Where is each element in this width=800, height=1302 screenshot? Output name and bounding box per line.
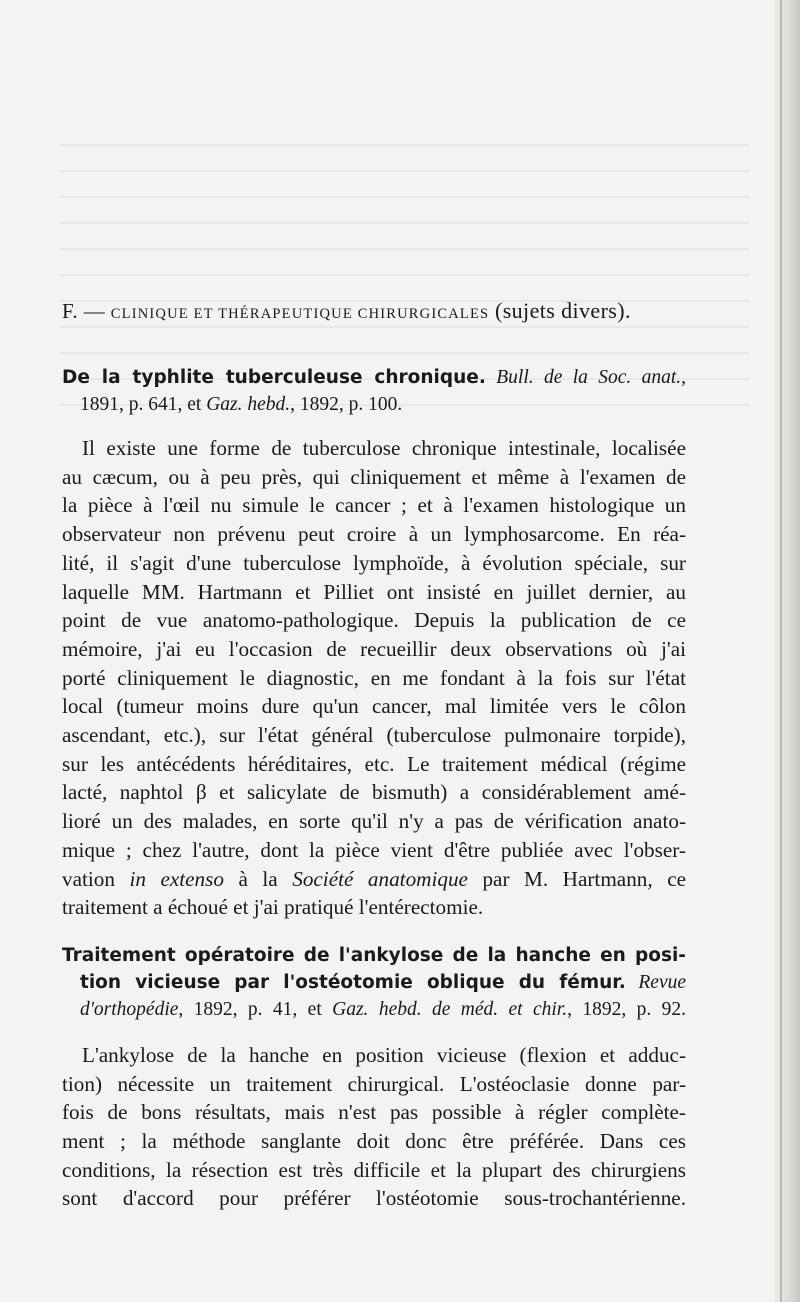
article-1-ref-text: 1891, p. 641, et (80, 394, 207, 415)
article-2-title-line-1: Traitement opératoire de l'ankylose de la hanche en posi- (62, 944, 686, 966)
text-line: traitement a échoué et j'ai pratiqué l'entérectomie. (62, 895, 484, 920)
text-line: laquelle MM. Hartmann et Pilliet ont insisté en juillet dernier, au (62, 579, 686, 604)
page-content (62, 298, 686, 1213)
text-run: vation (62, 866, 130, 891)
text-line: porté cliniquement le diagnostic, en me fondant à la fois sur l'état (62, 665, 686, 690)
text-line: point de vue anatomo-pathologique. Depuis la publication de ce (62, 608, 686, 633)
page-edge-line (780, 0, 782, 1302)
article-2-ref-text: , 1892, p. 41, et (178, 998, 333, 1020)
article-1-ref-text-2: , 1892, p. 100. (290, 394, 403, 415)
text-line: local (tumeur moins dure qu'un cancer, mal limitée vers le côlon (62, 694, 686, 719)
article-2-ref-line-2 (62, 969, 686, 996)
text-line: conditions, la résection est très difficile et la plupart des chirurgiens (62, 1157, 686, 1182)
text-line: observateur non prévenu peut croire à un lymphosarcome. En réa- (62, 522, 686, 547)
text-line: lacté, naphtol β et salicylate de bismuth) a considérablement amé- (62, 780, 686, 805)
section-title: CLINIQUE ET THÉRAPEUTIQUE CHIRURGICALES (110, 306, 490, 322)
article-2-ref-text-2: , 1892, p. 92. (567, 998, 686, 1020)
text-line: tion) nécessite un traitement chirurgical. L'ostéoclasie donne par- (62, 1071, 686, 1096)
article-1-ref-line-1 (62, 364, 686, 391)
article-1-reference (62, 364, 686, 418)
text-line: au cæcum, ou à peu près, qui cliniquement et même à l'examen de (62, 464, 686, 489)
italic-run: in extenso (129, 866, 224, 891)
text-line: sur les antécédents héréditaires, etc. Le traitement médical (régime (62, 751, 686, 776)
article-1-journal: Bull. de la Soc. anat., (496, 367, 686, 388)
text-line: mémoire, j'ai eu l'occasion de recueillir deux observations où j'ai (62, 636, 686, 661)
article-2-journal-2: Gaz. hebd. de méd. et chir. (332, 998, 568, 1020)
text-line (62, 865, 686, 894)
text-line: la pièce à l'œil nu simule le cancer ; et à l'examen histologique un (62, 493, 686, 518)
page-edge (774, 0, 800, 1302)
article-2-body (62, 1041, 686, 1213)
section-heading (62, 298, 686, 324)
text-line: Il existe une forme de tuberculose chronique intestinale, localisée (82, 436, 686, 460)
text-line: ment ; la méthode sanglante doit donc être préférée. Dans ces (62, 1129, 686, 1154)
text-line: L'ankylose de la hanche en position vicieuse (flexion et adduc- (82, 1042, 686, 1067)
section-subtitle: (sujets divers). (494, 298, 631, 323)
article-1-body (62, 434, 686, 922)
text-line: lioré un des malades, en sorte qu'il n'y a pas de vérification anato- (62, 809, 686, 834)
article-2-ref-line-3 (62, 996, 686, 1023)
text-line: ascendant, etc.), sur l'état général (tuberculose pulmonaire torpide), (62, 723, 686, 748)
article-1-ref-line-2 (62, 391, 686, 418)
text-run: à la (224, 866, 293, 891)
article-2-journal: Revue (638, 971, 687, 993)
section-letter: F. — (62, 299, 106, 323)
text-line: lité, il s'agit d'une tuberculose lymphoïde, à évolution spéciale, sur (62, 550, 686, 575)
text-run: par M. Hartmann, ce (467, 866, 686, 891)
text-line: fois de bons résultats, mais n'est pas possible à régler complète- (62, 1100, 686, 1125)
article-1-journal-2: Gaz. hebd. (206, 394, 291, 415)
article-1-title: De la typhlite tuberculeuse chronique. (62, 367, 486, 388)
italic-run: Société anatomique (292, 866, 468, 891)
article-2-ref-line-1 (62, 942, 686, 969)
article-2-title-line-2: tion vicieuse par l'ostéotomie oblique du fémur. (80, 971, 626, 993)
text-line: mique ; chez l'autre, dont la pièce vient d'être publiée avec l'obser- (62, 837, 686, 862)
article-2-journal-cont: d'orthopédie (80, 998, 179, 1020)
article-2-reference (62, 942, 686, 1023)
text-line: sont d'accord pour préférer l'ostéotomie sous-trochantérienne. (62, 1186, 686, 1211)
